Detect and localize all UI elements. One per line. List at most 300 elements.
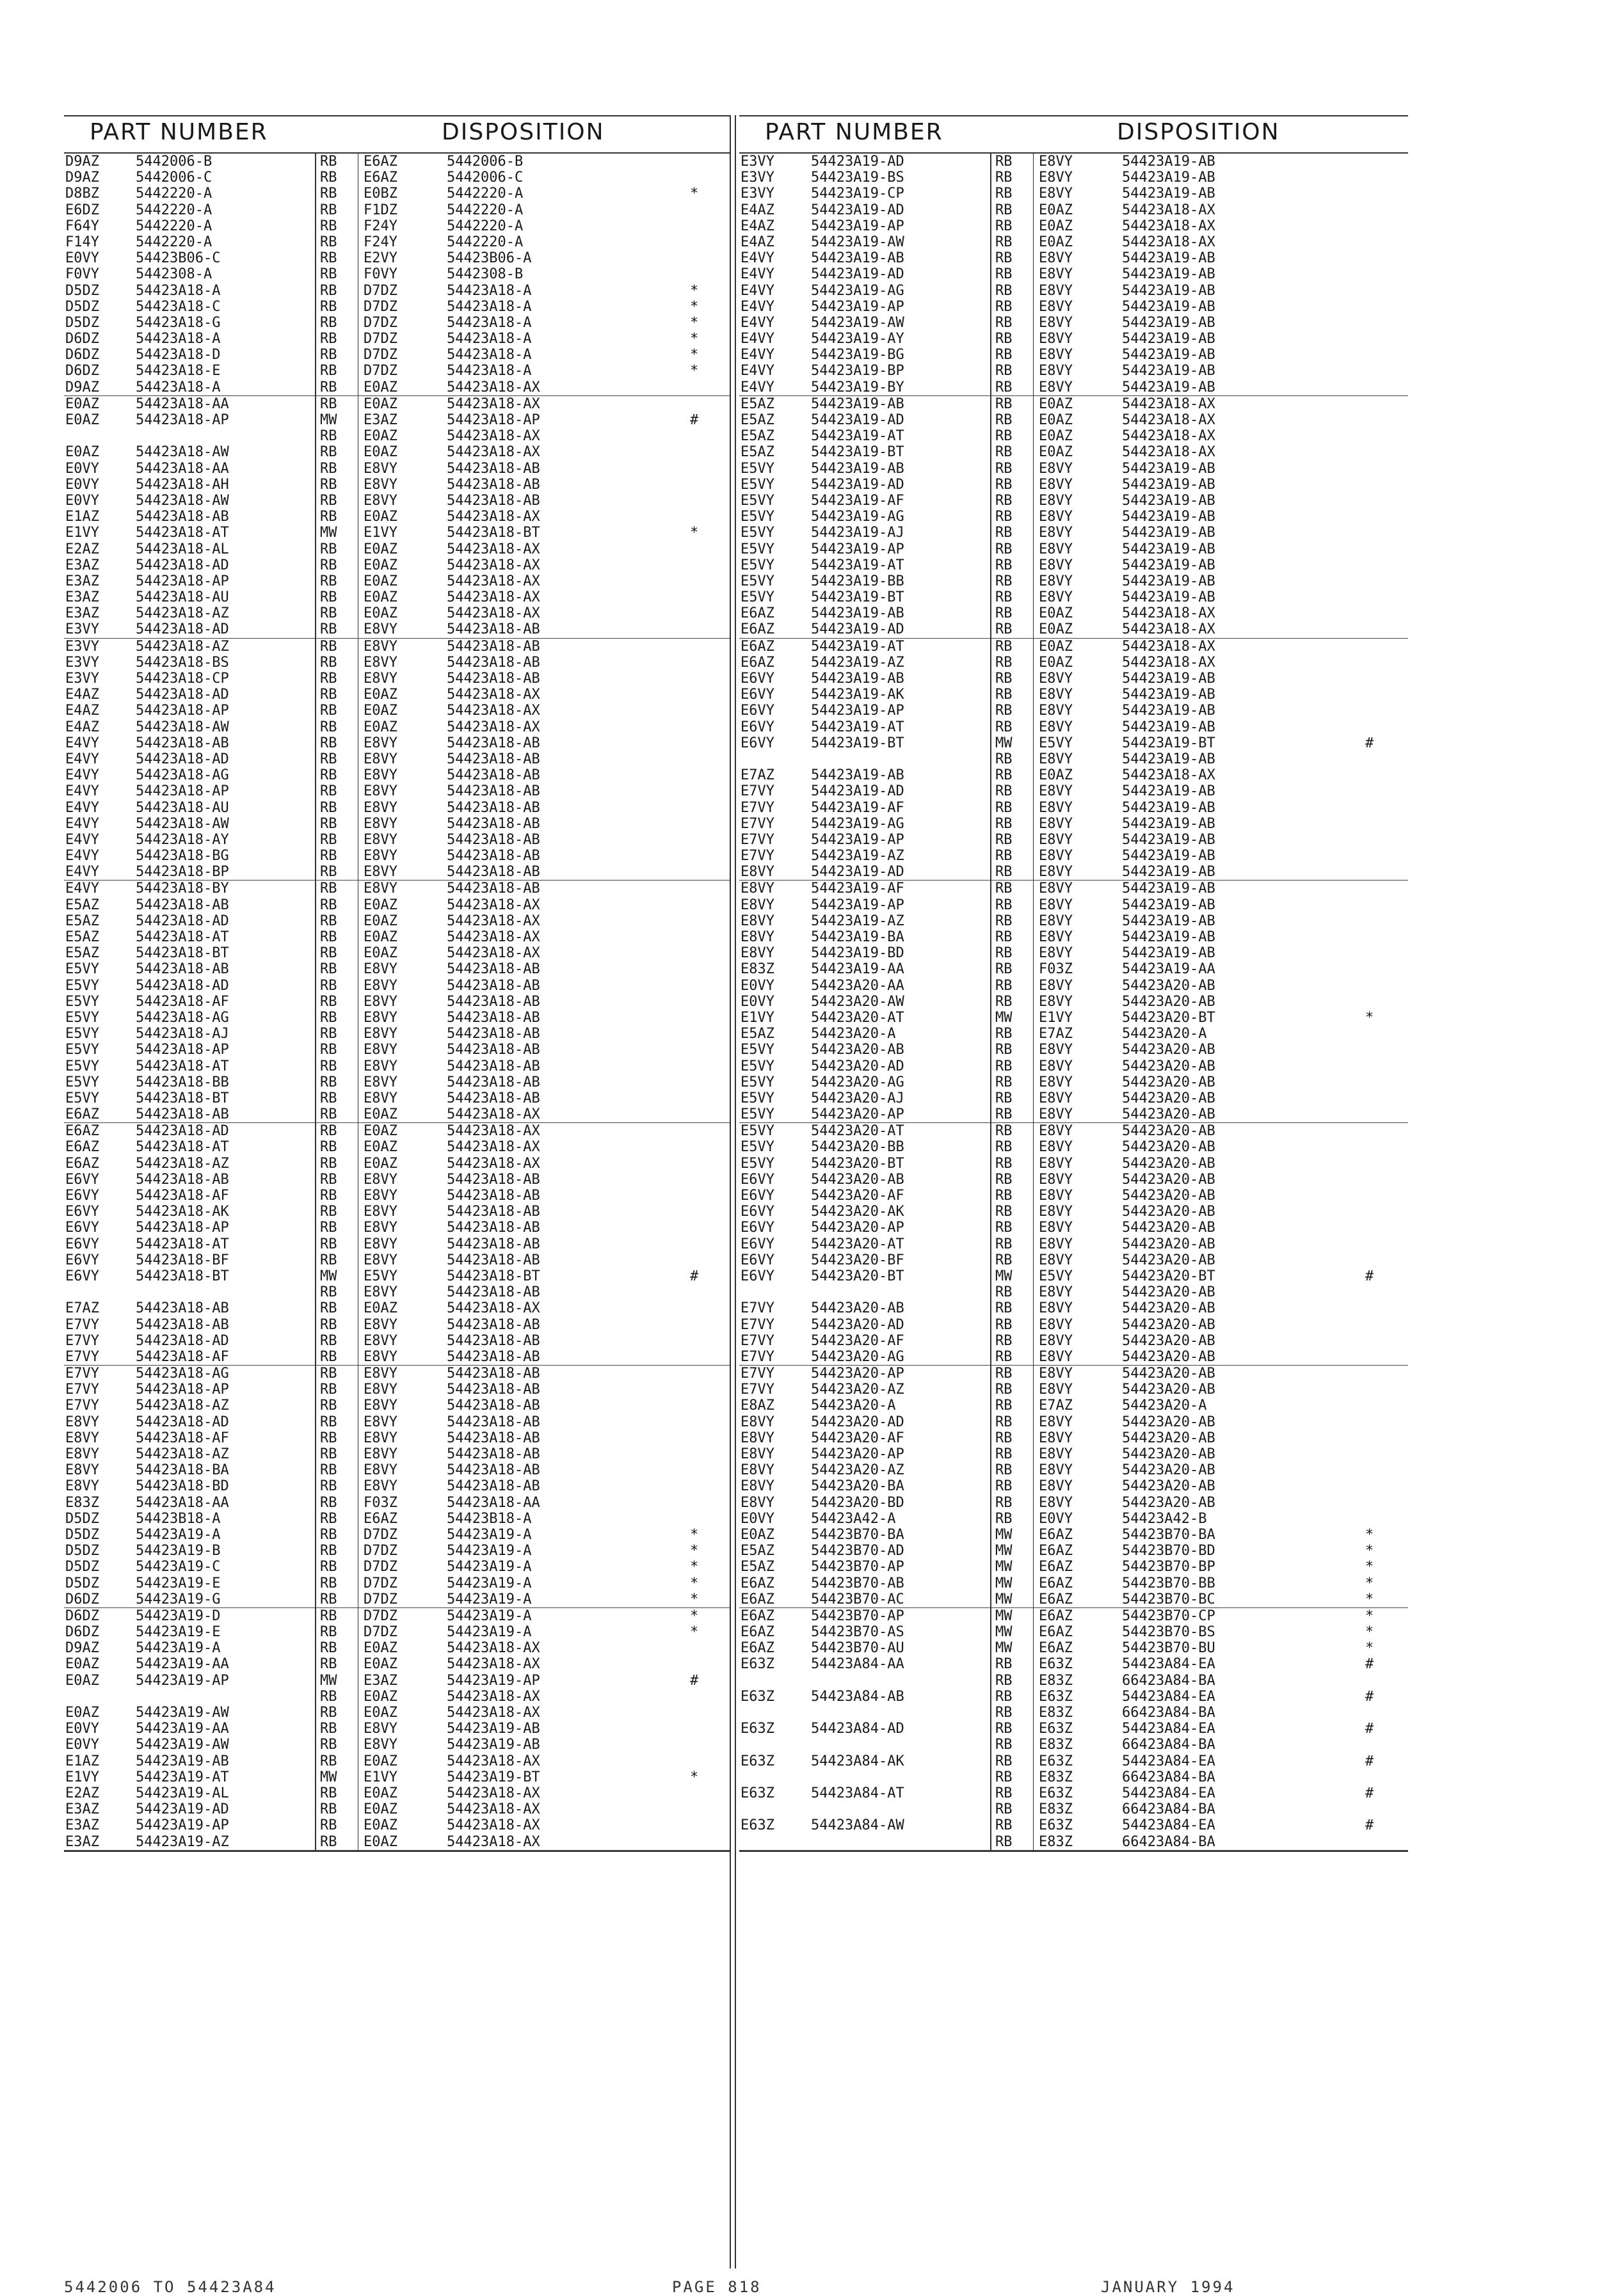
table-row [64,1834,730,1851]
disposition-code: RB [995,1721,1013,1737]
part-number: 54423A19-G [136,1591,221,1607]
part-number: 54423A18-A [136,331,221,347]
replacement-part-number: 54423A20-A [1122,1026,1207,1042]
replacement-part-number: 54423A18-AB [447,1090,540,1106]
table-row [739,897,1408,913]
table-row [64,347,730,363]
replacement-model-code: E0AZ [364,379,397,395]
replacement-part-number: 54423A84-EA [1122,1753,1215,1769]
replacement-part-number: 54423A20-AB [1122,1366,1215,1382]
replacement-model-code: E8VY [1039,557,1073,573]
replacement-part-number: 54423A18-AX [447,1817,540,1834]
part-number: 54423A18-AD [136,1123,229,1140]
disposition-code: RB [320,961,337,978]
table-row [739,1123,1408,1139]
replacement-model-code: E8VY [1039,186,1073,202]
disposition-header: DISPOSITION [1117,119,1280,145]
part-number: 54423A18-E [136,363,221,379]
table-row [739,1204,1408,1220]
part-number: 54423A19-BP [811,363,904,379]
table-row [64,1414,730,1430]
part-number: 54423A20-A [811,1026,896,1042]
disposition-code: RB [995,444,1013,461]
part-number: 54423A19-E [136,1575,221,1591]
model-code: E4VY [741,250,774,267]
model-code: D5DZ [65,314,99,331]
model-code: E8VY [741,1446,774,1462]
model-code: E0VY [65,1721,99,1737]
disposition-code: RB [320,1478,337,1495]
note-mark: * [690,1575,699,1591]
part-number: 54423A18-AH [136,476,229,493]
table-row [64,621,730,638]
replacement-model-code: E8VY [1039,1348,1073,1365]
model-code: E6AZ [741,1624,774,1641]
model-code: E1AZ [65,1753,99,1769]
table-row [739,1333,1408,1349]
table-row [739,1139,1408,1155]
model-code: E4VY [65,751,99,767]
replacement-model-code: E8VY [1039,1382,1073,1398]
note-mark: * [690,1526,699,1543]
replacement-model-code: E0AZ [364,605,397,622]
table-row [64,1737,730,1753]
model-code: E6VY [65,1204,99,1220]
table-row [64,170,730,186]
table-row [739,1074,1408,1090]
disposition-code: RB [995,767,1013,784]
replacement-part-number: 54423A18-AX [447,1640,540,1657]
table-row [739,1737,1408,1753]
disposition-code: RB [995,1414,1013,1430]
table-row [739,379,1408,396]
replacement-model-code: E6AZ [364,170,397,186]
replacement-part-number: 54423A19-AB [1122,186,1215,202]
part-number: 54423A19-AF [811,881,904,897]
disposition-code: RB [320,1559,337,1575]
table-row [739,1801,1408,1817]
disposition-code: RB [320,428,337,445]
part-number: 54423A19-D [136,1607,221,1624]
part-number: 54423A19-AJ [811,525,904,541]
model-code: E5AZ [65,945,99,962]
replacement-part-number: 54423A19-AB [1122,250,1215,267]
model-code: E5VY [65,1042,99,1058]
replacement-part-number: 54423A19-A [447,1624,532,1641]
disposition-code: RB [320,1009,337,1026]
replacement-model-code: E8VY [1039,573,1073,589]
model-code: E8VY [65,1446,99,1462]
table-row [64,1317,730,1333]
model-code: E3AZ [65,589,99,606]
model-code: E5VY [741,492,774,509]
replacement-model-code: E6AZ [364,1510,397,1527]
model-code: E7VY [741,783,774,800]
replacement-part-number: 54423A20-AB [1122,1382,1215,1398]
disposition-code: MW [995,1640,1013,1657]
replacement-part-number: 54423A20-AB [1122,1220,1215,1236]
replacement-model-code: E8VY [364,1446,397,1462]
part-number: 54423A20-AT [811,1236,904,1252]
replacement-model-code: E8VY [364,1204,397,1220]
disposition-code: RB [320,1526,337,1543]
model-code: E1VY [65,1769,99,1785]
replacement-part-number: 54423A18-AX [1122,605,1215,622]
replacement-part-number: 54423A18-AB [447,735,540,751]
table-row [739,1090,1408,1106]
part-number: 54423A19-AW [136,1737,229,1753]
part-number: 54423A20-AP [811,1446,904,1462]
disposition-code: RB [995,621,1013,638]
replacement-part-number: 54423A19-BT [447,1769,540,1785]
disposition-code: RB [320,1785,337,1801]
table-row [739,1236,1408,1252]
disposition-code: RB [320,1446,337,1462]
disposition-code: MW [320,1268,337,1284]
replacement-model-code: E8VY [1039,1366,1073,1382]
model-code: E5VY [741,573,774,589]
replacement-part-number: 54423A18-AX [447,1688,540,1705]
table-row [64,379,730,396]
table-row [739,170,1408,186]
part-number: 54423A84-AW [811,1817,904,1834]
model-code: E8VY [741,1494,774,1511]
replacement-part-number: 54423A18-AX [447,1785,540,1801]
table-row [64,1817,730,1833]
model-code: E7VY [65,1332,99,1349]
part-number: 54423A19-CP [811,186,904,202]
replacement-part-number: 54423A20-AB [1122,1042,1215,1058]
disposition-code: RB [320,815,337,832]
disposition-code: RB [995,1236,1013,1252]
replacement-model-code: E8VY [364,1058,397,1074]
replacement-part-number: 54423A18-A [447,298,532,315]
disposition-code: RB [995,897,1013,913]
replacement-model-code: E0BZ [364,186,397,202]
part-number: 5442220-A [136,186,212,202]
table-row [64,250,730,266]
table-row [64,1398,730,1414]
right-table [739,115,1408,1852]
model-code: E63Z [741,1688,774,1705]
model-code: E7AZ [741,767,774,784]
replacement-part-number: 66423A84-BA [1122,1672,1215,1689]
replacement-part-number: 66423A84-BA [1122,1737,1215,1753]
table-row [64,1785,730,1801]
model-code: E4AZ [741,234,774,250]
model-code: E5VY [741,1123,774,1140]
table-row [64,945,730,961]
disposition-code: RB [320,1398,337,1414]
model-code: E7VY [741,815,774,832]
replacement-part-number: 54423A18-AX [447,1801,540,1818]
replacement-part-number: 54423B18-A [447,1510,532,1527]
replacement-part-number: 54423A18-AB [447,848,540,865]
part-number: 54423A18-BD [136,1478,229,1495]
model-code: E7VY [741,1332,774,1349]
model-code: E5AZ [741,1026,774,1042]
replacement-part-number: 54423A18-AX [447,444,540,461]
replacement-model-code: E0AZ [1039,395,1073,412]
part-number: 54423A19-BY [811,379,904,395]
disposition-code: RB [320,1494,337,1511]
replacement-model-code: E6AZ [1039,1559,1073,1575]
model-code: E4AZ [65,687,99,703]
table-row [64,978,730,994]
replacement-model-code: E83Z [1039,1769,1073,1785]
model-code: E5VY [65,1090,99,1106]
replacement-model-code: E8VY [1039,799,1073,816]
replacement-part-number: 54423A18-AB [447,1348,540,1365]
part-number: 54423A18-A [136,282,221,299]
part-number: 54423A20-AW [811,993,904,1010]
replacement-model-code: E0VY [1039,1510,1073,1527]
model-code: E6VY [741,703,774,719]
model-code: E6VY [65,1236,99,1252]
replacement-part-number: 54423A20-AB [1122,1478,1215,1495]
part-number: 54423A19-E [136,1624,221,1641]
model-code: E4VY [65,735,99,751]
model-code: E8VY [741,897,774,913]
part-number: 5442308-A [136,266,212,283]
model-code: E4VY [65,767,99,784]
note-mark: * [1365,1624,1374,1641]
part-number: 54423A18-AP [136,412,229,428]
table-row [739,154,1408,170]
part-number: 54423A18-AW [136,444,229,461]
part-number: 54423A20-AB [811,1042,904,1058]
disposition-code: RB [995,557,1013,573]
note-mark: * [690,1591,699,1607]
model-code: E0VY [65,492,99,509]
model-code: E8VY [741,1414,774,1430]
part-number: 54423A20-BT [811,1155,904,1172]
note-mark: * [690,525,699,541]
model-code: E4VY [741,347,774,363]
note-mark: * [690,347,699,363]
disposition-code: MW [995,1543,1013,1559]
part-number: 54423A19-AA [136,1721,229,1737]
part-number: 54423A18-A [136,379,221,395]
table-row [739,1478,1408,1494]
note-mark: # [690,412,699,428]
replacement-model-code: E8VY [1039,331,1073,347]
replacement-model-code: E8VY [1039,347,1073,363]
replacement-part-number: 54423B70-BC [1122,1591,1215,1607]
disposition-code: RB [995,347,1013,363]
replacement-model-code: E0AZ [364,509,397,525]
part-number: 54423A18-AT [136,929,229,945]
disposition-code: RB [995,331,1013,347]
replacement-model-code: E8VY [1039,509,1073,525]
disposition-code: RB [995,1688,1013,1705]
replacement-model-code: E0AZ [364,1785,397,1801]
part-number: 54423A84-AA [811,1656,904,1673]
note-mark: # [1365,735,1374,751]
disposition-code: MW [995,1559,1013,1575]
part-number: 5442220-A [136,202,212,218]
model-code: E1VY [65,525,99,541]
replacement-model-code: E8VY [1039,1332,1073,1349]
replacement-model-code: E8VY [1039,977,1073,994]
replacement-part-number: 54423A19-AB [1122,154,1215,170]
replacement-part-number: 54423A19-AB [1122,913,1215,929]
model-code: E0VY [65,460,99,477]
model-code: E5AZ [65,929,99,945]
table-row [64,751,730,767]
model-code: E5VY [741,476,774,493]
disposition-code: RB [320,1171,337,1188]
replacement-part-number: 54423A18-AX [447,395,540,412]
replacement-part-number: 54423A18-AB [447,881,540,897]
replacement-model-code: E8VY [364,1348,397,1365]
part-number: 54423A19-AP [136,1672,229,1689]
disposition-code: RB [995,864,1013,881]
model-code: E0AZ [65,1672,99,1689]
part-number: 54423A19-AD [811,266,904,283]
replacement-part-number: 54423A18-AB [447,621,540,638]
model-code: E8VY [65,1414,99,1430]
disposition-code: RB [995,977,1013,994]
table-row [739,428,1408,444]
table-row [64,1640,730,1656]
replacement-part-number: 5442220-A [447,186,524,202]
replacement-part-number: 54423A19-AB [1122,831,1215,848]
table-row [64,1689,730,1705]
model-code: E8AZ [741,1398,774,1414]
table-row [739,605,1408,621]
part-number: 54423A20-AP [811,1366,904,1382]
replacement-part-number: 54423A20-AB [1122,1204,1215,1220]
replacement-part-number: 54423A19-AB [1122,751,1215,767]
disposition-code: MW [320,412,337,428]
table-row [739,283,1408,299]
table-row [739,816,1408,832]
replacement-model-code: E8VY [364,1042,397,1058]
table-row [64,1333,730,1349]
replacement-part-number: 54423A20-AB [1122,1300,1215,1317]
replacement-part-number: 54423A18-AP [447,412,540,428]
replacement-part-number: 54423A84-EA [1122,1817,1215,1834]
part-number: 54423A19-AG [811,815,904,832]
part-number: 54423A19-B [136,1543,221,1559]
table-row [739,1591,1408,1608]
table-row [739,1624,1408,1640]
model-code: D5DZ [65,1510,99,1527]
replacement-part-number: 54423A18-AB [447,961,540,978]
part-number: 54423A19-AZ [811,913,904,929]
table-row [64,444,730,460]
model-code: E5AZ [65,913,99,929]
model-code: E7VY [741,1300,774,1317]
replacement-model-code: E8VY [1039,1188,1073,1204]
replacement-part-number: 54423A20-AB [1122,1414,1215,1430]
table-row [64,800,730,816]
replacement-model-code: D7DZ [364,1559,397,1575]
disposition-code: RB [320,1204,337,1220]
part-number: 54423A18-AB [136,735,229,751]
replacement-model-code: E8VY [364,1366,397,1382]
replacement-model-code: D7DZ [364,1607,397,1624]
note-mark: # [1365,1817,1374,1834]
part-number: 54423A20-BB [811,1139,904,1156]
replacement-part-number: 54423B70-BU [1122,1640,1215,1657]
model-code: E4AZ [741,218,774,234]
part-number: 54423A19-AP [136,1817,229,1834]
part-number: 54423A18-AT [136,1236,229,1252]
replacement-model-code: E8VY [1039,864,1073,881]
disposition-code: RB [320,1090,337,1106]
replacement-model-code: E0AZ [364,719,397,735]
replacement-part-number: 54423A84-EA [1122,1721,1215,1737]
table-row [64,557,730,573]
part-number: 54423A19-AK [811,687,904,703]
replacement-part-number: 5442308-B [447,266,524,283]
replacement-part-number: 54423A18-AX [447,1656,540,1673]
table-row [739,509,1408,525]
disposition-code: RB [995,250,1013,267]
part-number: 54423A18-AA [136,395,229,412]
disposition-code: RB [995,1284,1013,1301]
part-number: 54423A19-AD [811,783,904,800]
replacement-model-code: E8VY [1039,1300,1073,1317]
model-code: E5VY [65,993,99,1010]
table-row [64,1591,730,1608]
table-row [739,444,1408,460]
replacement-part-number: 54423A20-BT [1122,1268,1215,1284]
replacement-part-number: 54423A18-AB [447,1430,540,1446]
disposition-code: RB [995,1139,1013,1156]
part-number: 54423A19-AD [811,476,904,493]
replacement-model-code: E8VY [1039,525,1073,541]
table-row [739,186,1408,202]
disposition-code: RB [320,1624,337,1641]
note-mark: * [690,1543,699,1559]
part-number: 54423A19-AA [811,961,904,978]
replacement-model-code: E0AZ [364,557,397,573]
table-row [64,1252,730,1268]
replacement-model-code: E8VY [364,1236,397,1252]
replacement-model-code: E8VY [1039,1058,1073,1074]
note-mark: * [690,1607,699,1624]
table-row [64,783,730,799]
part-number: 54423A18-D [136,347,221,363]
model-code: E5AZ [741,412,774,428]
model-code: F0VY [65,266,99,283]
part-number: 54423A18-AA [136,460,229,477]
table-row [739,347,1408,363]
disposition-code: RB [995,1220,1013,1236]
replacement-model-code: E8VY [1039,848,1073,865]
disposition-code: RB [995,1430,1013,1446]
table-row [64,1172,730,1188]
replacement-model-code: E8VY [364,993,397,1010]
replacement-model-code: E8VY [1039,1236,1073,1252]
table-row [739,735,1408,751]
model-code: E63Z [741,1721,774,1737]
replacement-model-code: E8VY [1039,671,1073,687]
model-code: E6AZ [741,1575,774,1591]
replacement-part-number: 54423A18-A [447,347,532,363]
disposition-code: RB [320,638,337,655]
part-number: 54423A19-BD [811,945,904,962]
disposition-code: RB [320,1042,337,1058]
replacement-part-number: 54423A18-AB [447,1220,540,1236]
replacement-part-number: 54423A18-AB [447,1414,540,1430]
model-code: E8VY [741,913,774,929]
disposition-code: RB [320,1058,337,1074]
table-row [64,1495,730,1511]
